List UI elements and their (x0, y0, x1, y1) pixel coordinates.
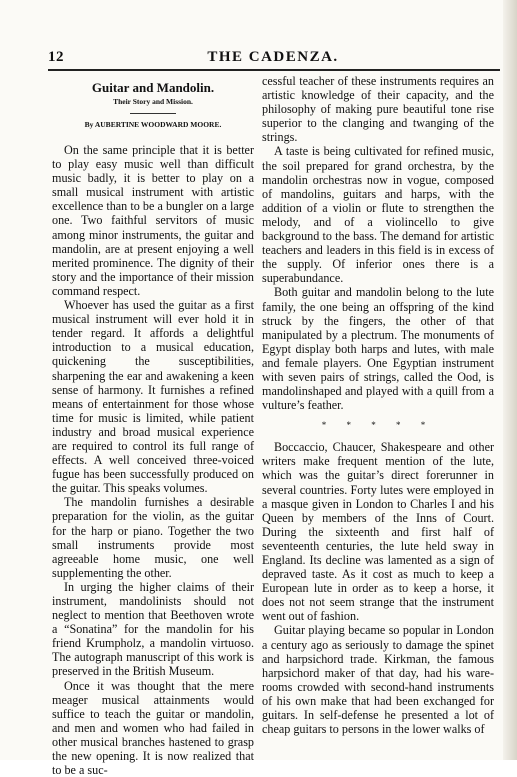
paragraph: Whoever has used the guitar as a first musical instrument will ever hold it in tender regard. It affords a delightful introduction to a musical education, quickening the susceptibilities, sharpening the ear and awakening a keen sense of harmony. It furnishes a refined means of entertainment for those whose time for music is limited, while patient industry and broad musical experience are required to control its full range of effects. A well conceived three-voiced fugue has been successfully produced on the guitar. This speaks volumes. (52, 298, 254, 496)
paragraph: Once it was thought that the mere meager musical attainments would suffice to teach the guitar or mandolin, and men and women who had failed in other musical branches hastened to grasp the new opening. It is now realized that to be a suc- (52, 678, 254, 777)
page-number: 12 (48, 49, 64, 65)
article-byline: By AUBERTINE WOODWARD MOORE. (84, 120, 222, 129)
paragraph: Guitar playing became so popular in London a century ago as seriously to damage the spinet and harpsichord trade. Kirkman, the famous harpsichord maker of that day, had his ware-rooms crowded with second-hand instruments of his own make that had been exchanged for guitars. In self-defense he presented a lot of cheap guitars to persons in the lower walks of (262, 623, 494, 737)
right-column (262, 74, 494, 736)
paragraph: A taste is being cultivated for refined music, the soil prepared for grand orchestra, by the mandolin orchestras now in vogue, composed of mandolins, guitars and harps, with the addition of a violin or flute to strengthen the melody, and of a violincello to give background to the bass. The demand for artistic teachers and leaders in this field is in excess of the supply. Of inferior ones there is a superabundance. (262, 144, 494, 286)
article-title: Guitar and Mandolin. (91, 80, 215, 95)
running-header (48, 49, 498, 69)
paragraph: Boccaccio, Chaucer, Shakespeare and other writers make frequent mention of the lute, which was the guitar’s direct forerunner in several countries. Forty lutes were employed in a masque given in London to Charles I and his Queen by members of the Inns of Court. During the sixteenth and first half of seventeenth centuries, the lute held sway in England. Its decline was lamented as a sign of depraved taste. As it cost as much to keep a European lute in order as to keep a horse, it does not not seem strange that the instrument went out of fashion. (262, 440, 494, 624)
article-subtitle: Their Story and Mission. (113, 97, 193, 106)
title-divider (130, 113, 176, 114)
left-column (52, 74, 254, 777)
section-separator: * * * * * (321, 420, 435, 431)
page-edge-shadow (503, 0, 517, 760)
header-rule (48, 69, 500, 71)
paragraph: In urging the higher claims of their instrument, mandolinists should not neglect to mention that Beethoven wrote a “Sonatina” for the mandolin for his friend Krumpholz, a mandolin virtuoso. The autograph manuscript of this work is preserved in the British Museum. (52, 579, 254, 679)
journal-title: THE CADENZA. (207, 49, 339, 65)
paragraph: cessful teacher of these instruments requires an artistic knowledge of their capacity, and the philosophy of making pure beautiful tone rise superior to the clanging and twanging of the strings. (262, 74, 494, 145)
paragraph: The mandolin furnishes a desirable preparation for the violin, as the guitar for the harp or piano. Together the two small instruments provide most agreeable home music, one well supplementing the other. (52, 495, 254, 580)
paragraph: Both guitar and mandolin belong to the lute family, the one being an offspring of the kind struck by the fingers, the other of that manipulated by a plectrum. The monuments of Egypt display both harps and lutes, with male and female players. One Egyptian instrument with seven pairs of strings, called the Ood, is mandolinshaped and played with a quill from a vulture’s feather. (262, 285, 494, 413)
paragraph: On the same principle that it is better to play easy music well than difficult music badly, it is better to play on a small musical instrument with artistic excellence than to be a bungler on a large one. Two faithful servitors of music among minor instruments, the guitar and mandolin, are at present enjoying a well merited prominence. The dignity of their story and the importance of their mission command respect. (52, 143, 254, 298)
